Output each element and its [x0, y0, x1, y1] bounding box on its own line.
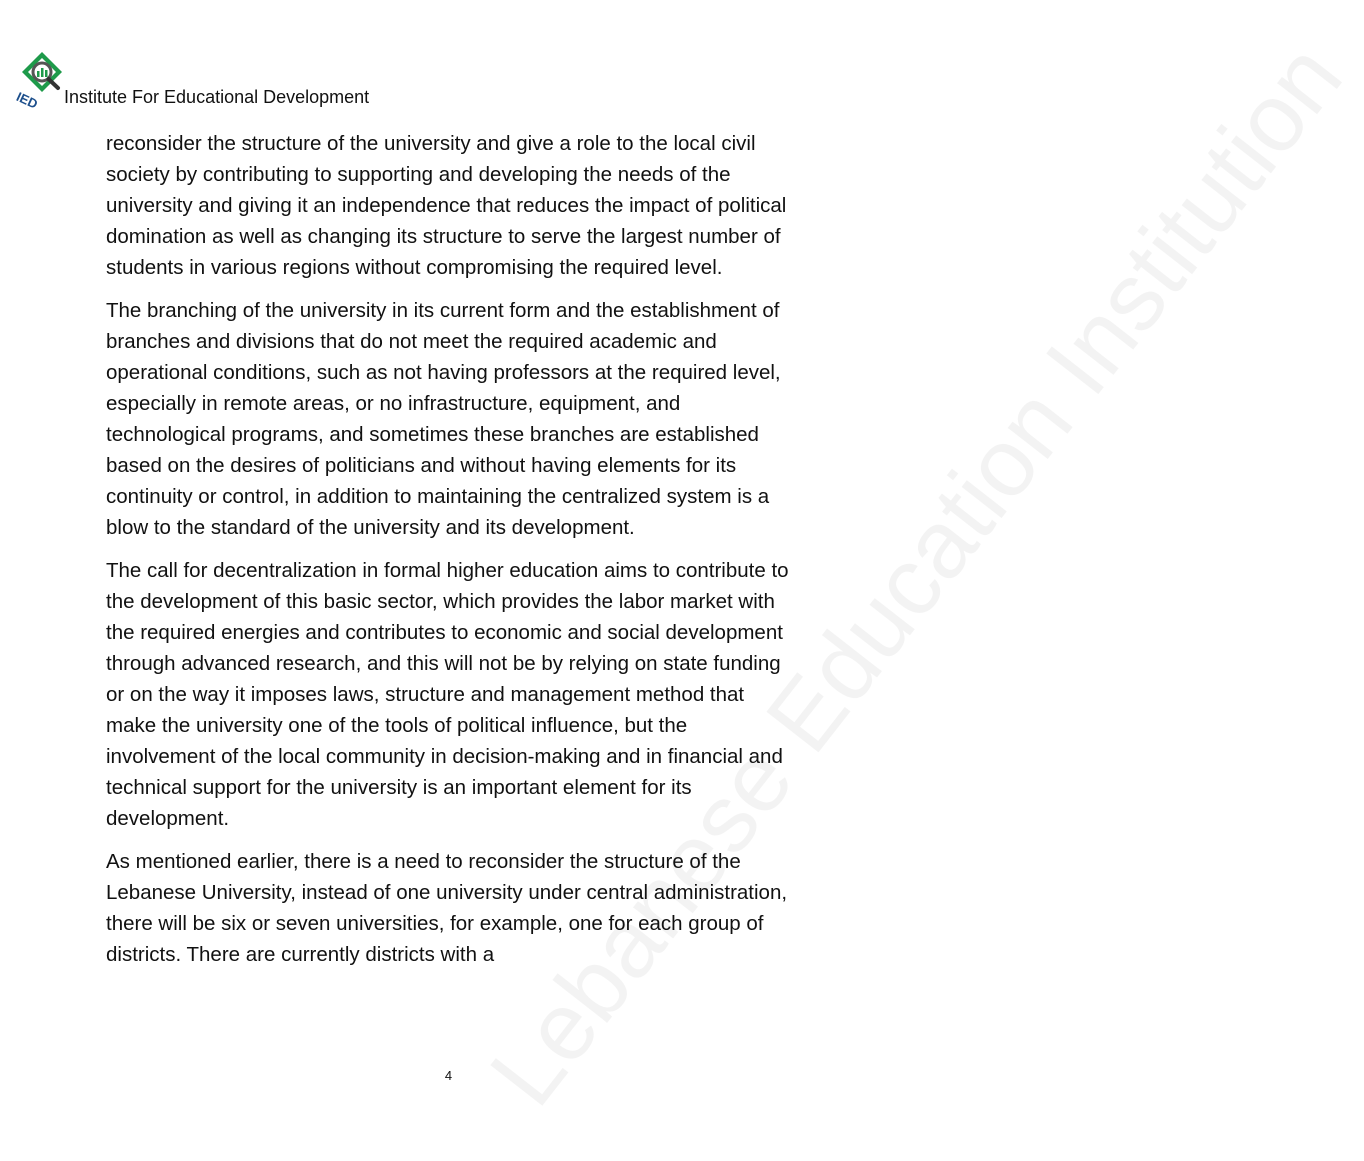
paragraph: The branching of the university in its current form and the establishment of branches and divisions that do not meet the required academic and operational conditions, such as not having professors at the required level, especially in remote areas, or no infrastructure, equipment, and technological programs, and sometimes these branches are established based on the desires of politicians and without having elements for its continuity or control, in addition to maintaining the centralized system is a blow to the standard of the university and its development. [106, 299, 781, 539]
logo-text: IED [14, 88, 41, 112]
paragraph: reconsider the structure of the university and give a role to the local civil society by contributing to supporting and developing the needs of the university and giving it an independence that reduces the impact of political domination as well as changing its structure to serve the largest number of students in various regions without compromising the required level. [106, 132, 787, 279]
paragraph: The call for decentralization in formal higher education aims to contribute to the development of this basic sector, which provides the labor market with the required energies and contributes to economic and social development through advanced research, and this will not be by relying on state funding or on the way it imposes laws, structure and management method that make the university one of the tools of political influence, but the involvement of the local community in decision-making and in financial and technical support for the university is an important element for its development. [106, 559, 789, 830]
organization-name: Institute For Educational Development [64, 87, 370, 107]
page-number: 4 [444, 1068, 453, 1083]
page-header [14, 52, 518, 112]
document-body [106, 128, 796, 982]
paragraph: As mentioned earlier, there is a need to reconsider the structure of the Lebanese University, instead of one university under central administration, there will be six or seven universities, for example, one for each group of districts. There are currently districts with a [106, 850, 788, 966]
